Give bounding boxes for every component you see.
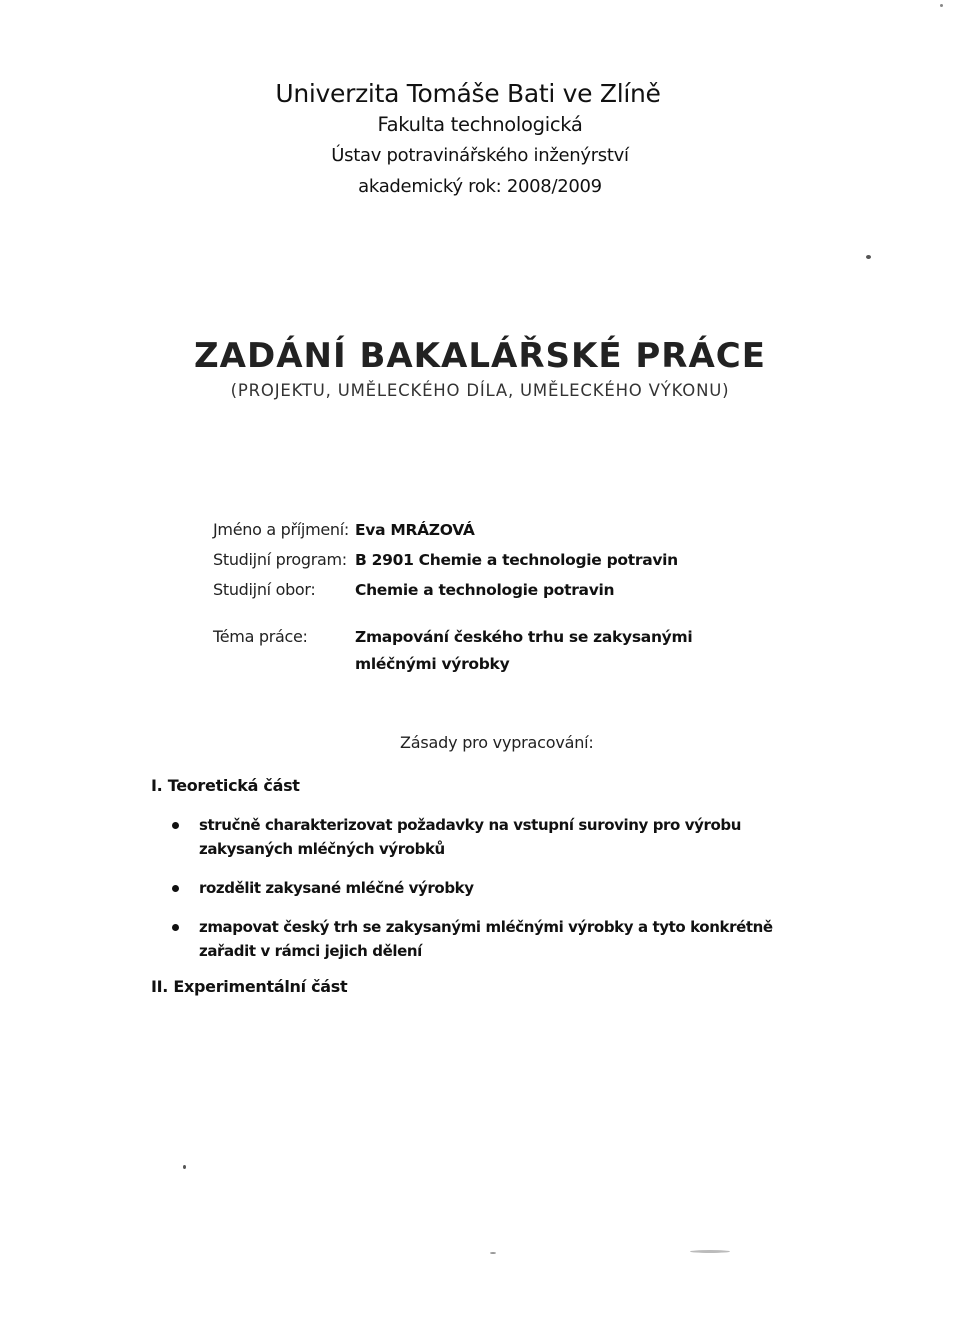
program-value: B 2901 Chemie a technologie potravin <box>355 551 678 569</box>
topic-value: Zmapování českého trhu se zakysanými mléčnými výrobky <box>355 628 693 673</box>
field-value: Chemie a technologie potravin <box>355 581 615 599</box>
program-row <box>213 545 755 575</box>
list-item <box>172 915 832 963</box>
name-value: Eva MRÁZOVÁ <box>355 521 475 539</box>
topic-row <box>213 622 755 678</box>
field-label: Studijní obor: <box>213 580 316 599</box>
scan-speck <box>490 1252 496 1254</box>
list-item <box>172 876 832 900</box>
scan-speck <box>183 1165 186 1169</box>
name-label: Jméno a příjmení: <box>213 520 349 539</box>
bullet-icon <box>172 822 179 829</box>
document-title: ZADÁNÍ BAKALÁŘSKÉ PRÁCE <box>194 336 766 376</box>
scan-speck <box>940 4 943 7</box>
guidelines-heading: Zásady pro vypracování: <box>400 733 594 752</box>
name-row <box>213 515 755 545</box>
institute-name: Ústav potravinářského inženýrství <box>331 145 629 166</box>
academic-year: akademický rok: 2008/2009 <box>358 176 602 197</box>
scan-speck <box>690 1250 730 1253</box>
theoretical-task-list <box>172 813 832 978</box>
bullet-icon <box>172 885 179 892</box>
section-theoretical-heading: I. Teoretická část <box>151 776 300 795</box>
faculty-name: Fakulta technologická <box>377 113 583 136</box>
topic-label: Téma práce: <box>213 627 308 646</box>
list-item-text: rozdělit zakysané mléčné výrobky <box>199 879 474 897</box>
list-item-text: zmapovat český trh se zakysanými mléčnými výrobky a tyto konkrétně zařadit v rámci jejich dělení <box>199 918 773 960</box>
list-item <box>172 813 832 861</box>
document-header <box>0 78 960 202</box>
list-item-text: stručně charakterizovat požadavky na vstupní suroviny pro výrobu zakysaných mléčných výrobků <box>199 816 742 858</box>
university-name: Univerzita Tomáše Bati ve Zlíně <box>275 79 661 108</box>
scan-speck <box>866 255 871 259</box>
program-label: Studijní program: <box>213 550 347 569</box>
student-info <box>213 515 755 678</box>
field-row <box>213 575 755 605</box>
document-subtitle: (PROJEKTU, UMĚLECKÉHO DÍLA, UMĚLECKÉHO VÝKONU) <box>230 381 730 400</box>
section-experimental-heading: II. Experimentální část <box>151 977 348 996</box>
bullet-icon <box>172 924 179 931</box>
